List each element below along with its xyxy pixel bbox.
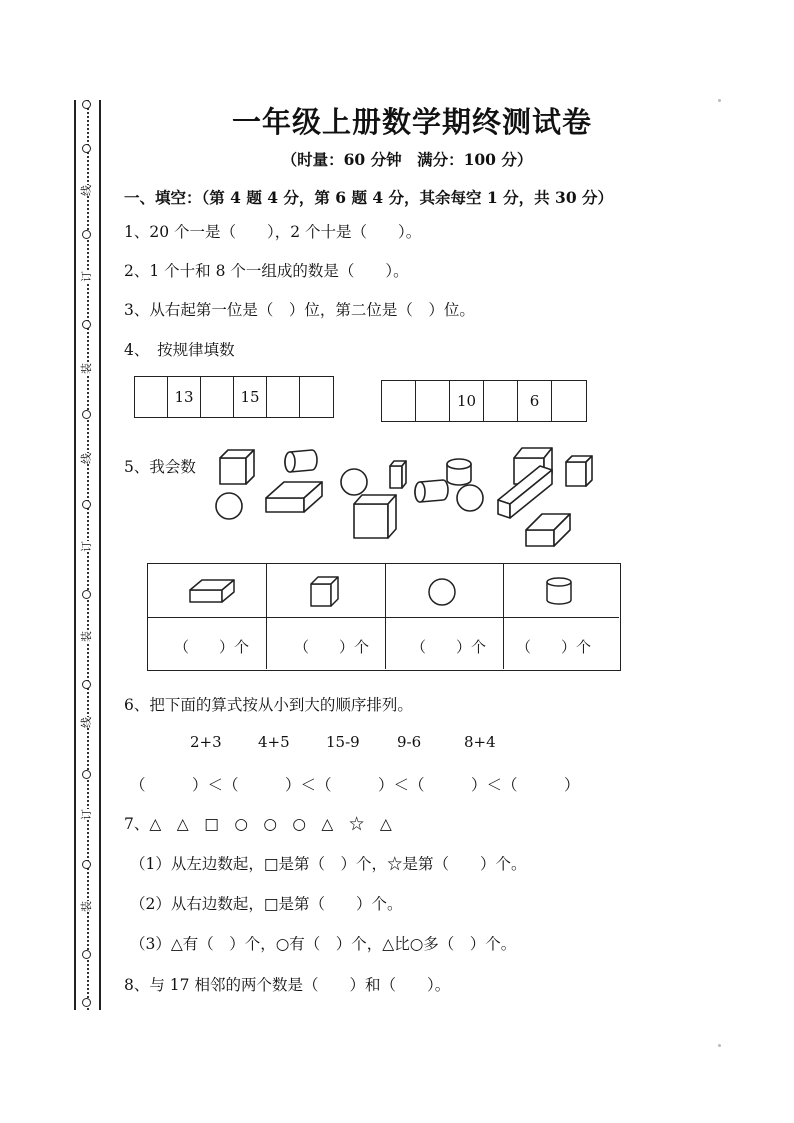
binding-hole-icon bbox=[82, 590, 91, 599]
sequence-cell: 6 bbox=[518, 381, 552, 421]
cube-icon bbox=[566, 456, 592, 486]
binding-hole-icon bbox=[82, 230, 91, 239]
sequence-cell[interactable] bbox=[552, 381, 586, 421]
binding-hole-icon bbox=[82, 950, 91, 959]
sequence-cell[interactable] bbox=[135, 377, 168, 417]
cylinder-icon bbox=[285, 450, 317, 472]
sequence-cell[interactable] bbox=[416, 381, 450, 421]
expression: 9-6 bbox=[397, 733, 422, 751]
question-6: 6、把下面的算式按从小到大的顺序排列。 bbox=[124, 696, 413, 714]
question-5: 5、我会数 bbox=[124, 458, 196, 476]
count-sphere[interactable]: （ ）个 bbox=[411, 638, 487, 656]
question-4: 4、 按规律填数 bbox=[124, 341, 235, 359]
question-7-1: （1）从左边数起，□是第（ ）个，☆是第（ ）个。 bbox=[130, 855, 527, 873]
sequence-box-2 bbox=[381, 380, 587, 422]
page-title: 一年级上册数学期终测试卷 bbox=[231, 105, 592, 139]
section-heading: 一、填空：（第 4 题 4 分，第 6 题 4 分，其余每空 1 分，共 30 分） bbox=[124, 188, 614, 207]
cuboid-icon bbox=[266, 482, 322, 512]
shapes-illustration bbox=[200, 440, 610, 555]
question-1: 1、20 个一是（ ），2 个十是（ ）。 bbox=[124, 223, 422, 241]
binding-hole-icon bbox=[82, 770, 91, 779]
binding-char: 线 bbox=[80, 453, 93, 464]
expression: 2+3 bbox=[190, 733, 222, 751]
cuboid-icon bbox=[390, 461, 406, 488]
cylinder-icon bbox=[447, 459, 471, 485]
question-7-2: （2）从右边数起，□是第（ ）个。 bbox=[130, 895, 403, 913]
sequence-cell[interactable] bbox=[382, 381, 416, 421]
question-7-3: （3）△有（ ）个，○有（ ）个，△比○多（ ）个。 bbox=[130, 935, 517, 953]
binding-char: 订 bbox=[80, 809, 93, 820]
sphere-icon bbox=[457, 485, 483, 511]
sequence-box-1 bbox=[134, 376, 334, 418]
sequence-cell: 10 bbox=[450, 381, 484, 421]
cylinder-icon bbox=[542, 574, 576, 608]
count-cuboid[interactable]: （ ）个 bbox=[174, 638, 250, 656]
sequence-cell: 13 bbox=[168, 377, 201, 417]
question-3: 3、从右起第一位是（ ）位，第二位是（ ）位。 bbox=[124, 301, 475, 319]
binding-char: 订 bbox=[80, 541, 93, 552]
cube-icon bbox=[354, 495, 396, 538]
scan-mark bbox=[718, 1044, 721, 1047]
binding-hole-icon bbox=[82, 410, 91, 419]
sequence-cell[interactable] bbox=[484, 381, 518, 421]
binding-hole-icon bbox=[82, 500, 91, 509]
binding-line-outer bbox=[74, 100, 76, 1010]
binding-char: 订 bbox=[80, 271, 93, 282]
binding-char: 线 bbox=[80, 717, 93, 728]
sequence-cell[interactable] bbox=[300, 377, 333, 417]
count-cube[interactable]: （ ）个 bbox=[294, 638, 370, 656]
question-7: 7、△ △ □ ○ ○ ○ △ ☆ △ bbox=[124, 815, 392, 833]
scan-mark bbox=[718, 99, 721, 102]
sphere-icon bbox=[341, 469, 367, 495]
binding-hole-icon bbox=[82, 860, 91, 869]
table-divider bbox=[148, 617, 619, 618]
binding-hole-icon bbox=[82, 680, 91, 689]
sphere-icon bbox=[216, 493, 242, 519]
question-2: 2、1 个十和 8 个一组成的数是（ ）。 bbox=[124, 262, 409, 280]
cylinder-icon bbox=[415, 480, 448, 502]
cuboid-icon bbox=[186, 576, 236, 606]
sequence-cell[interactable] bbox=[267, 377, 300, 417]
binding-char: 线 bbox=[80, 185, 93, 196]
page-subtitle: （时量：60 分钟 满分：100 分） bbox=[281, 150, 533, 169]
order-answer-row[interactable]: （ ）＜（ ）＜（ ）＜（ ）＜（ ） bbox=[130, 776, 580, 794]
binding-hole-icon bbox=[82, 320, 91, 329]
binding-line-inner bbox=[99, 100, 101, 1010]
cube-icon bbox=[220, 450, 254, 484]
sequence-cell[interactable] bbox=[201, 377, 234, 417]
shape-count-table bbox=[147, 563, 621, 671]
binding-char: 装 bbox=[80, 631, 93, 642]
count-cylinder[interactable]: （ ）个 bbox=[516, 638, 592, 656]
cube-icon bbox=[308, 572, 342, 610]
expression: 4+5 bbox=[258, 733, 290, 751]
expression: 15-9 bbox=[326, 733, 360, 751]
cuboid-icon bbox=[526, 514, 570, 546]
binding-hole-icon bbox=[82, 998, 91, 1007]
question-8: 8、与 17 相邻的两个数是（ ）和（ ）。 bbox=[124, 976, 451, 994]
sequence-cell: 15 bbox=[234, 377, 267, 417]
binding-char: 装 bbox=[80, 363, 93, 374]
expression: 8+4 bbox=[464, 733, 496, 751]
binding-char: 装 bbox=[80, 901, 93, 912]
sphere-icon bbox=[426, 576, 458, 608]
